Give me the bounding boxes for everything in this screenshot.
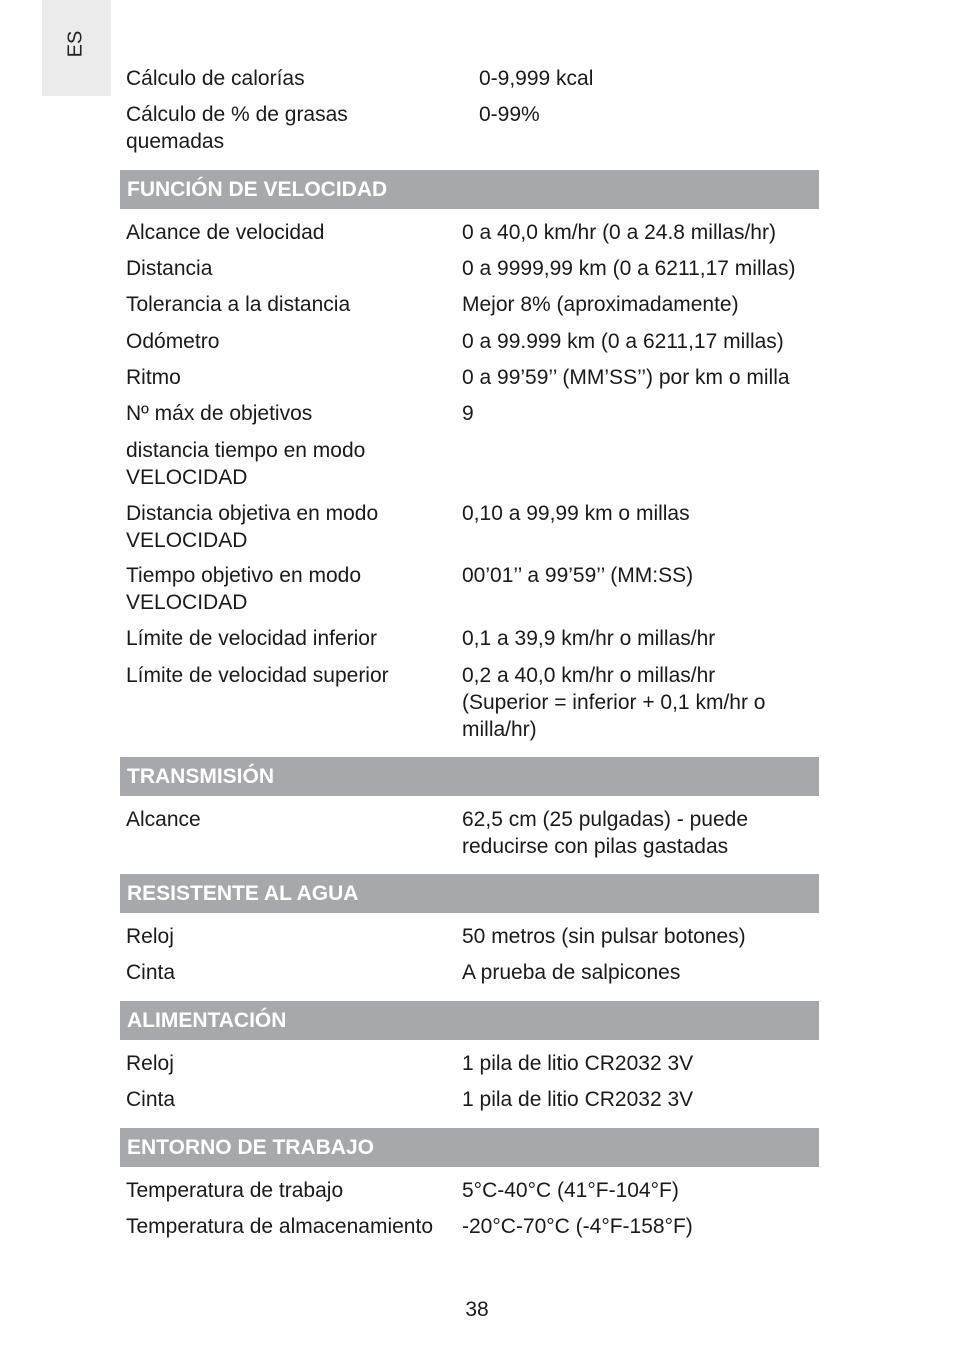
spec-label: Temperatura de almacenamiento [126,1215,434,1238]
spec-label: Alcance de velocidad [126,221,325,244]
spec-value: 0-9,999 kcal [479,67,594,90]
spec-value: -20°C-70°C (-4°F-158°F) [462,1215,693,1238]
spec-value: 0-99% [479,103,540,126]
spec-label: Cinta [126,1088,176,1111]
spec-label: Alcance [126,808,201,831]
spec-value: 0 a 9999,99 km (0 a 6211,17 millas) [462,257,796,280]
spec-label: distancia tiempo en modo VELOCIDAD [126,439,366,489]
spec-label: Cálculo de calorías [126,67,305,90]
spec-label: Límite de velocidad superior [126,664,389,687]
spec-label: Odómetro [126,330,220,353]
section-header-water-resistance: RESISTENTE AL AGUA [120,874,819,913]
spec-label: Distancia objetiva en modo VELOCIDAD [126,502,379,552]
spec-value: A prueba de salpicones [462,961,681,984]
spec-label: Cálculo de % de grasas quemadas [126,103,348,153]
spec-label: Tolerancia a la distancia [126,293,351,316]
spec-value: 0 a 99.999 km (0 a 6211,17 millas) [462,330,784,353]
section-header-speed: FUNCIÓN DE VELOCIDAD [120,170,819,209]
spec-label: Nº máx de objetivos [126,402,313,425]
spec-label: Reloj [126,1052,174,1075]
section-header-transmission: TRANSMISIÓN [120,757,819,796]
spec-value: 62,5 cm (25 pulgadas) - puede reducirse con pilas gastadas [462,808,749,858]
section-header-environment: ENTORNO DE TRABAJO [120,1128,819,1167]
spec-value: 0,1 a 39,9 km/hr o millas/hr [462,627,716,650]
spec-label: Ritmo [126,366,181,389]
spec-label: Reloj [126,925,174,948]
spec-label: Cinta [126,961,176,984]
spec-value: 00’01’’ a 99’59’’ (MM:SS) [462,564,694,587]
spec-value: 0 a 40,0 km/hr (0 a 24.8 millas/hr) [462,221,776,244]
spec-value: 1 pila de litio CR2032 3V [462,1088,694,1111]
spec-value: 1 pila de litio CR2032 3V [462,1052,694,1075]
spec-value: 0 a 99’59’’ (MM’SS’’) por km o milla [462,366,790,389]
page-number: 38 [465,1298,489,1321]
spec-label: Temperatura de trabajo [126,1179,344,1202]
language-code: ES [64,30,87,58]
spec-label: Tiempo objetivo en modo VELOCIDAD [126,564,362,614]
spec-value: 5°C-40°C (41°F-104°F) [462,1179,679,1202]
spec-label: Distancia [126,257,213,280]
spec-label: Límite de velocidad inferior [126,627,377,650]
spec-value: 50 metros (sin pulsar botones) [462,925,746,948]
section-header-power: ALIMENTACIÓN [120,1001,819,1040]
language-tab [42,0,111,96]
spec-value: 0,2 a 40,0 km/hr o millas/hr (Superior = inferior + 0,1 km/hr o milla/hr) [462,664,766,741]
spec-value: 9 [462,402,474,425]
spec-value: Mejor 8% (aproximadamente) [462,293,739,316]
spec-value: 0,10 a 99,99 km o millas [462,502,690,525]
